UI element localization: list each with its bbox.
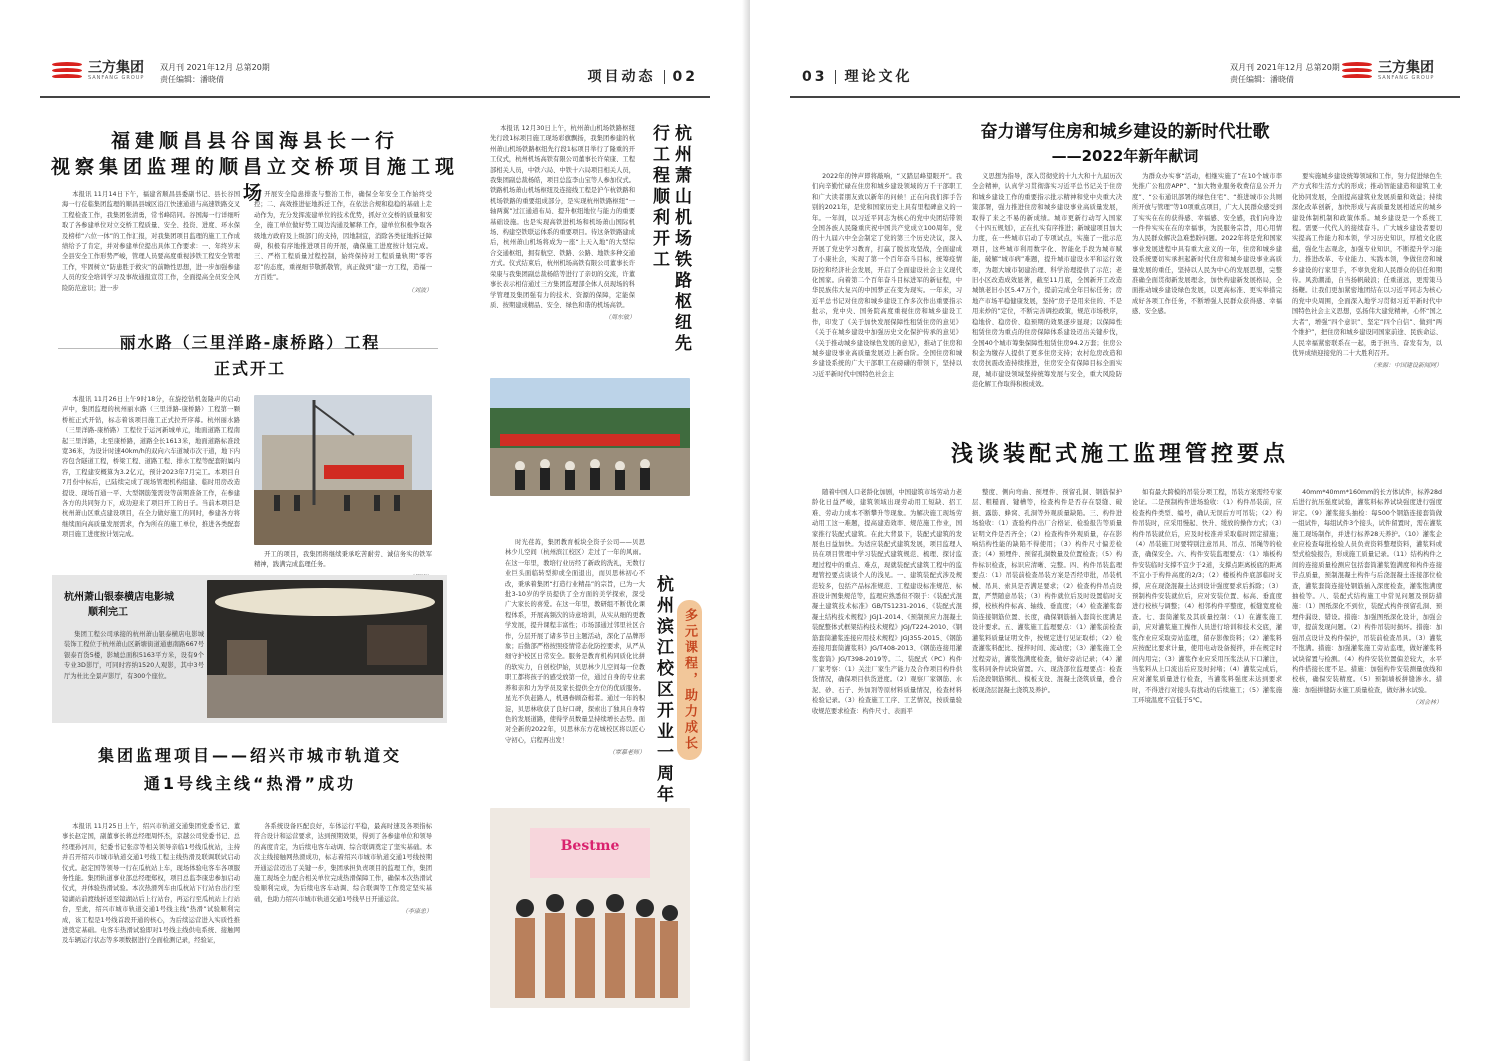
section-title-right: 理论文化 (844, 69, 913, 85)
brand-logo-right (1340, 58, 1434, 84)
construction-site-photo (254, 395, 432, 545)
issue-info (160, 62, 270, 86)
new-year-subtitle: ——2022年新年献词 (1051, 147, 1199, 165)
article4-col2: 各系统设备匹配良好，车体运行平稳，最高时速及各项指标符合设计和运营要求，达到预期效果，得到了各参建单位和领导的高度肯定，为后续电客车动调、综合联调奠定了坚实基础。本次主线接触网热滑成功，标志着绍兴市城市轨道交通1号线按期开通运营迈出了关键一步，集团承担负责项目的监理工作，集团施工现场全力配合相关单位完成热滑保障工作，确保本次热滑试验顺利完成，为后续电客车动调、综合联调等工作奠定坚实基础，也助力绍兴市城市轨道交通1号线早日开通运营。 （李康忠） (254, 822, 432, 1014)
section-heading-right (802, 66, 912, 86)
article1-credit: （刘波） (407, 286, 432, 294)
brand-name: 三方集团 (88, 60, 144, 76)
new-year-credit: （来源：中国建设新闻网） (1369, 362, 1442, 370)
prefab-title: 浅谈装配式施工监理管控要点 (950, 442, 1289, 467)
article6-title: 杭州滨江校区开业一周年 (653, 575, 673, 806)
prefab-credit: （刘会林） (1411, 699, 1442, 707)
brand-name-right: 三方集团 (1378, 60, 1434, 76)
prefab-col3: 如有最大跨模的吊装分项工程，吊装方案需经专家论证。二是预制构件进场验收：（1）构件吊装前，应检查构件类型、编号，确认无误后方可吊装；（2）构件吊装时，应采用慢起、快升、缓放的操作方式；（3）构件吊装就位后，应及时校准并采取临时固定措施；（4）吊装施工时要特别注意吊具、吊点、吊绳等的检查，确保安全。六、构件安装监理要点：（1）墙板构件安装临时支撑不宜少于2道，支撑点距离板底的距离不宜小于构件高度的2/3；（2）楼板构件底部临时支撑，应在现浇混凝土达到设计强度要求后拆除；（3）预制构件安装就位后，应对安装位置、标高、垂直度进行校核与调整；（4）相邻构件平整度，板缝宽度检查。七、套筒灌浆及其质量控制：（1）在灌浆施工前，应对灌浆施工操作人员进行培训和技术交底，灌浆作业应采取旁站监理，留存影像资料；（2）灌浆料应按配比要求计量，使用电动设备搅拌，并在规定时间内用完；（3）灌浆作业应采用压浆法从下口灌注，当浆料从上口流出后应及时封堵；（4）灌浆完成后，应对灌浆质量进行检查，当灌浆料强度未达到要求时，不得进行对接头有扰动的后续施工；（5）灌浆施工环境温度不宜低于5℃。 (1132, 489, 1282, 705)
bestme-sign: Bestme (560, 838, 620, 854)
brand-name-en-right: SANFANG GROUP (1378, 75, 1435, 81)
article1-col1: 本报讯 11月14日下午，福建省顺昌县委副书记、县长谷国海一行莅临集团监理的顺昌县城区沿江快速通道与高速铁路交叉工程检查工作，我集团张清勇，常书峰陪同。谷国海一行详细听取了各参建单位对立交桥工程质量、安全、投资、进度、环水保及榜样“六位一体”的工作汇报，对我集团项目监理的施工工作成绩给予了肯定，并对参建单位提出具体工作要求：一、年终岁末全县安全工作形势严峻，管理人员要高度重视涉铁工程安全管理工作，牢固树立“防患胜于救灾”的前瞻性思想，进一步加强参建人员的安全培训学习及事故通报宣贯工作，全面提高全员安全风险防范意识；进一步 (62, 191, 240, 292)
editor-line-right: 责任编辑：潘晓倩 (1230, 75, 1294, 84)
article1-title: 福建顺昌县谷国海县长一行 视察集团监理的顺昌立交桥项目施工现场 (50, 130, 459, 204)
article2-title: 丽水路（三里洋路-康桥路）工程 正式开工 (119, 333, 381, 378)
cinema-lobby-photo (207, 580, 443, 718)
article2-col2: 开工的项目，我集团将继续秉承吃苦耐劳、诚信务实的铁军精神，践满完成监理任务。 (254, 550, 432, 590)
brand-logo (50, 58, 144, 84)
article5-title: 杭州萧山机场铁路枢纽先行工程顺利开工 (649, 124, 691, 355)
issue-info-right (1230, 62, 1340, 86)
page-number: 02 (672, 69, 698, 85)
article1-col2: 开展安全隐患排查与整治工作，确保全年安全工作始终受控；二、高效推进征地拆迁工作，在依法合规和稳稳的基础上走动作为，充分发挥流建单位的技术优势，抓好立交桥的质量和安全，施工单位做好势工周边沟通及解释工作，建单位积极争取各级地方政府及上级部门的支持，因地制宜，消除各类征地拆迁障碍，积极有序地推进项目的开展，确保施工进度按计划完成。三、严格工程质量过程控制，始终保持对工程质量轨期“零容忍”的态度，重视细节敬抓敬管，真正做到“建一方工程，造福一方百姓”。 （刘波） (254, 190, 432, 342)
groundbreaking-photo (490, 378, 690, 496)
issue-line: 双月刊 2021年12月 总第20期 (160, 63, 270, 72)
prefab-col2: 整度、侧向弯曲、预埋件、预留孔洞、钢筋保护层、粗糙面、键槽等，检查构件是否存在裂缝、破损、露筋、蜂窝、孔洞等外观质量缺陷。三、构件进场验收：（1）查验构件出厂合格证、检验报告等质量证明文件是否齐全；（2）检查构件外观质量，存在影响结构性能的缺陷不得使用；（3）构件尺寸偏差检查；（4）预埋件、预留孔洞数量及位置检查；（5）构件标识检查，标识应清晰、完整。四、构件吊装监理要点：（1）吊装前检查吊装方案是否经审批，吊装机械、吊具、索具是否满足要求；（2）检查构件吊点设置，严禁随意吊装；（3）构件就位后及时设置临时支撑，校核构件标高、轴线、垂直度；（4）检查灌浆套筒连接钢筋位置、长度，确保钢筋插入套筒长度满足设计要求。五、灌浆施工监理要点：（1）灌浆前检查灌浆料质量证明文件，按规定进行见证取样；（2）检查灌浆料配比、搅拌时间、流动度；（3）灌浆施工全过程旁站，灌浆饱满度检查，做好旁站记录；（4）灌浆料同条件试块留置。六、现浇部位监理要点：检查后浇段钢筋绑扎、模板支设、混凝土浇筑质量，叠合板现浇层混凝土浇筑及养护。 (972, 489, 1122, 694)
new-year-col3: 为群众办实事“活动，相继实施了“在10个城市率先推广公租房APP”、“加大物业服务收费信息公开力度”、“公布通讯部署的绿色住宅”、“推进城市公共厕所开放与管理”等10项重点项目，广大人民群众感受到了实实在在的获得感、幸福感、安全感，我们向身边一件件实实在在的幸福事，为民服务宗旨，用心用情为人民群众解决急难愁盼问题。2022年将是党和国家事业发展进程中具有重大意义的一年，住房和城乡建设系统要切实承担起新时代住房和城乡建设事业高质量发展的重任，坚持以人民为中心的发展思想，完整准确全面贯彻新发展理念，加快构建新发展格局，全面推动城乡建设绿色发展，以更高标准、更实举措完成好各项工作任务，不断增强人民群众获得感、幸福感、安全感。 (1132, 173, 1282, 316)
article5-credit: （周东敏） (604, 314, 635, 322)
right-page (750, 0, 1500, 1061)
new-year-col1: 2022年的钟声即将敲响，“又踏层峰望眼开”。我们向辛勤忙碌在住房和城乡建设领域的万千干部职工和广大读者朋友致以新年的问候！正在向我们挥手告别的2021年，是党和国家历史上具有里程碑意义的一年。一年间，以习近平同志为核心的党中央团结带领全国各族人民隆重庆祝中国共产党成立100周年，党的十九届六中全会制定了党的第三个历史决议，深入开展了党史学习教育，打赢了脱贫攻坚战，全面建成了小康社会，实现了第一个百年奋斗目标，统筹疫情防控和经济社会发展，开启了全面建设社会主义现代化国家。向着第二个百年奋斗目标进军的新征程，中华民族伟大复兴的中国梦正在变为现实。一年来，习近平总书记对住房和城乡建设工作多次作出重要指示批示，党中央、国务院高度重视住房和城乡建设工作，印发了《关于加快发展保障性租赁住房的意见》《关于在城乡建设中加强历史文化保护传承的意见》《关于推动城乡建设绿色发展的意见》，推动了住房和城乡建设事业高质量发展迈上新台阶。全国住房和城乡建设系统的广大干部职工在磅礴的带领下，坚持以习近平新时代中国特色社会主 (812, 173, 962, 378)
page-number-right: 03 (802, 69, 828, 85)
article4-credit: （李康忠） (401, 908, 432, 916)
team-photo (490, 808, 690, 1008)
article6-pill: 多元课程，助力成长 (677, 600, 702, 760)
article3-title: 杭州萧山银泰横店电影城 顺利完工 (64, 592, 174, 618)
article3-body: 集团工程公司承接的杭州萧山银泰横店电影城装饰工程位于杭州萧山区新塘街道通惠南路667号银泰百货5楼，影城总面积5163平方米，设有9个专业3D影厅，可同时容纳1520人观影，其中3号厅为杜比全景声影厅，有300个座位。 (64, 631, 204, 680)
article6-credit: （覃慕老师） (608, 749, 645, 757)
editor-line: 责任编辑：潘晓倩 (160, 75, 224, 84)
new-year-title: 奋力谱写住房和城乡建设的新时代壮歌 ——2022年新年献词 (790, 120, 1460, 168)
new-year-col4: 要实施城乡建设统筹领域和工作，努力促进绿色生产方式和生活方式的形成；推动智能建造和建筑工业化协同发展，全面提高建筑业发展质量和效益；持续深化改革创新，加快形成与高质量发展相适应的城乡建设体制机制和政策体系。城乡建设是一个系统工程。需要一代代人的接续奋斗。广大城乡建设者要切实提高工作能力和本领，学习历史知识，厚植文化底蕴，强化生态观念，加强专业知识，不断提升学习能力、推进改革、专业能力、实践本领，争做住房和城乡建设的行家里手，不辜负党和人民群众的信任和期待。风劲潮涌，自当扬帆破浪；任重道远，更需策马扬鞭。让我们更加紧密地团结在以习近平同志为核心的党中央周围，全面深入地学习贯彻习近平新时代中国特色社会主义思想，弘扬伟大建党精神，心怀“国之大者”，增强“四个意识”、坚定“四个自信”、做到“两个维护”，把住房和城乡建设同国家前途、民族命运、人民幸福紧密联系在一起，勇于担当、奋发有为，以优异成绩迎接党的二十大胜利召开。 （来源：中国建设新闻网） (1292, 172, 1442, 444)
article4-title: 集团监理项目——绍兴市城市轨道交 通1号线主线“热滑”成功 (97, 746, 402, 793)
prefab-col1: 随着中国人口老龄化加剧，中国建筑市场劳动力老龄化日益严峻，建筑领域出现劳动用工短缺、招工难、劳动力成本不断攀升等现象。为解决施工现场劳动用工这一难题，提高建造效率、规范施工作业，国家推行装配式建筑。在此大背景下，装配式建筑的发展也日益加快。为适应装配式建筑发展，项目监理人员在项目管理中学习装配式建筑规范、梳理、探讨监理过程中的重点、难点，现就装配式建筑工程中的监理管控要点谈谈个人的浅见。一、建筑装配式涉及规范较多，包括产品标准规范、工程建设标准规范、标准设计图集规范等，监理应熟悉但不限于：《装配式混凝土建筑技术标准》GB/T51231-2016、《装配式混凝土结构技术规程》JGJ1-2014、《预制预应力混凝土装配整体式框架结构技术规程》JGJ/T224-2010、《钢筋套筒灌浆连接应用技术规程》JGJ355-2015、《钢筋连接用套筒灌浆料》JG/T408-2013、《钢筋连接用灌浆套筒》JG/T398-2019等。二、装配式（PC）构件厂家考察：（1）关注厂家生产能力及合作项目构件供货情况，确保项目供货进度。（2）观察厂家钢筋、水泥、砂、石子、外加剂等原材料质量情况，检查材料检验记录。（3）检查施工工序、工艺情况，按质量验收规范要求检查：构件尺寸、表面平 (812, 489, 962, 715)
brand-swoosh-icon (1340, 58, 1374, 84)
article4-col1: 本报讯 11月25日上午，绍兴市轨道交通集团党委书记、董事长赵定国，副董事长蒋总经理周怀杰，京越公司党委书记、总经理孙河川，纪委书记张彦等相关领导亲临1号线瓜杭站，主持并召开绍兴市城市轨道交通1号线工程主线热滑及联调联试启动仪式。赵定国等领导一行在瓜杭站上车，现场体验电客车各项服务性能。集团轨道事业部总经理郑权，项目总监李康忠参加启动仪式，并体验热滑试验。本次热滑列车由瓜杭站下行站台出行至镜湖站前渡线折返至镜湖站后上行站台，再运行至瓜杭站上行站台，至此，绍兴市城市轨道交通1号线主线“热滑”试验顺利完成，该工程是1号线首段开通的核心，为后续运营进入实质性推进奠定基础。电客车热滑试验即对1号线主线供电系统、接触网及车辆运行状态等多项数据进行全面检测记录，经验证， (62, 823, 240, 945)
new-year-col2: 义思想为指导，深入贯彻党的十九大和十九届历次全会精神，认真学习贯彻落实习近平总书记关于住房和城乡建设工作的重要指示批示精神和党中央重大决策部署，强力推进住房和城乡建设事业高质量发展，取得了来之不易的新成绩。城市更新行动写入国家《十四五规划》，正在扎实有序推进；新城建项目加大力度，在一些城市启动了专项试点，实施了一批示范项目，这些城市利用数字化、智能化手段为城市赋能，破解“城市病”难题，提升城市建设水平和运行效率，为超大城市韧建治理、科学治理提供了示范；老旧小区改造成效显著，截至11月底，全国新开工改造城镇老旧小区5.47万个，提前完成全年目标任务；房地产市场平稳健康发展，坚持“房子是用来住的、不是用来炒的”定位，不断完善调控政策，规范市场秩序，稳地价、稳房价、稳预期的效果逐步显现；以保障性租赁住房为重点的住房保障体系建设迈出关键步伐，全国40个城市筹集保障性租赁住房94.2万套；住房公积金为缴存人提供了更多住房支持；农村危房改造和农房抗震改造持续推进，住房安全有保障目标全面实现，城市建设领域坚持统筹发展与安全，重大风险防范化解工作取得积极成效。 (972, 173, 1122, 389)
left-header (0, 58, 750, 98)
article5-body: 本报讯 12月30日上午，杭州萧山机场铁路枢纽先行段1标项目施工现场彩旗飘扬，我集团参建的杭州萧山机场铁路枢纽先行段1标项目举行了隆重的开工仪式，杭州机场高铁有限公司董事长许荣康、工程部相关人员，中铁六局、中铁十六局项目相关人员，我集团副总裁杨皓，项目总监李山宝等人参加仪式。铁路机场萧山机场枢纽及连接线工程是沪乍杭铁路和机场铁路的重要组成部分，是实现杭州铁路枢纽“一轴两翼”过江通道布局、提升枢纽地位与能力的重要基础设施。也是实现高铁进机场和机场萧山国际机场、构建空铁联运体系的重要项目。待这条铁路建成后，杭州萧山机场将成为一座“上天入地”的大型综合交通枢纽，拥有航空、铁路、公路、地铁多种交通方式。仪式结束后，杭州机场高铁有限公司董事长许荣康与我集团副总裁杨皓等进行了亲切的交流，许董事长表示相信通过三方集团监理部全体人员现场的科学管理及集团强有力的技术、资源的保障，定能保质、按期建成精品、安全、绿色和谐的机场高铁。 （周东敏） (490, 124, 635, 366)
article6-body: 时光荏苒，集团教育板块全资子公司——贝思林少儿空间（杭州滨江校区）走过了一年的风雨。在这一年里，教培行业历经了新政的洗礼，无数行业巨头面临转型抑或全面退出，而贝思林初心不改，秉承着集团“打造行业精品”的宗旨，已为一大批3-10岁的学员提供了全方面的美学探索，深受广大家长的喜爱。在这一年里，教研组不断优化课程体系，开展高频次的诗意培训，从实从细的更教学发展，提升课程丰富性；市场部通过邻里社区合作，分层开展了诸多节日主题活动，深化了品牌形象；后勤部严格按照疫情常态化防控要求，从严从细守护校区日常安全。服务是教育机构同质化比拼的软实力，自创校伊始，贝思林少儿空间每一位教职工都将孩子的感受放第一位，通过自身的专业素养和亲和力为学员及家长提供全方位的优质服务。星光不负赶路人，机遇眷顾奋楫者。通过一年的积淀，贝思林收获了良好口碑，探索出了独具自身特色的发展道路，使得学员数量呈持续增长态势。面对全新的2022年，贝思林东方花城校区将以匠心守初心，启程再出发！ （覃慕老师） (505, 538, 645, 806)
prefab-col4: 40mm*40mm*160mm的长方体试件，标养28d后进行抗压强度试验，灌浆料标养试块强度进行强度评定。（9）灌浆接头抽检：每500个钢筋连接套筒做一组试件，每组试件3个接头，试件留置时，需在灌浆施工现场制作，并进行标养28天养护。（10）灌浆企业应检查每批检验人员负责资料整理资料，灌浆料或型式检验报告，形成施工质量记录。（11）结构构件之间的连接质量检测应包括套筒灌浆饱满度和构件连接节点质量，预制混凝土构件与后浇混凝土连接部位检查，灌浆套筒连接处钢筋插入深度检查，灌浆饱满度抽检等。八、装配式结构施工中常见问题及预防措施：（1）图纸深化不到位，装配式构件预留孔洞、预埋件漏设、错设。措施：加强图纸深化设计，加强会审，提前发现问题。（2）构件吊装时损坏。措施：加强吊点设计及构件保护，吊装前检查吊具。（3）灌浆不饱满。措施：加强灌浆施工旁站监理，做好灌浆料试块留置与检测。（4）构件安装位置偏差较大，水平构件搭接长度不足。措施：加强构件安装测量放线和校核，确保安装精度。（5）预制墙板拼缝渗水。措施：加强拼缝防水施工质量检查，做好淋水试验。 （刘会林） (1292, 488, 1442, 1013)
brand-swoosh-icon (50, 58, 84, 84)
right-header (750, 58, 1500, 98)
article2-col1: 本报讯 11月26日上午9时18分，在旋挖钻机轰隆声的启动声中，集团监理的杭州丽水路（三里洋路-康桥路）工程第一颗桥桩正式开钻，标志着该项目施工正式拉开序幕。杭州丽水路（三里洋路-康桥路）工程位于运河新城单元，地面道路工程南起三里洋路，北至康桥路，道路全长1613米，地面道路标准段宽36米，为设计时速40km/h的双向六车道城市次干道，地下内容包含隧道工程，桥梁工程、道路工程、排水工程等配套附属内容，工程建安概算为3.2亿元，预计2023年7月完工。本项目自7月份中标后，已陆续完成了现场管理机构组建、临时用房改造提设、现场百通一平、大型钢筋笼需设等前期准备工作，在参建各方的共同努力下，成功迎来了项目开工的日子。当前本项目是杭州萧山区重点建设项目，在全力做好施工的同时，参建各方将继续面向高质量发展需求，作为所在的施工单位，推进各类配套项目施工进度按计划完成。 (62, 396, 240, 539)
brand-name-en: SANFANG GROUP (88, 75, 145, 81)
issue-line-right: 双月刊 2021年12月 总第20期 (1230, 63, 1340, 72)
section-title: 项目动态 (587, 69, 656, 85)
section-heading (588, 66, 698, 86)
